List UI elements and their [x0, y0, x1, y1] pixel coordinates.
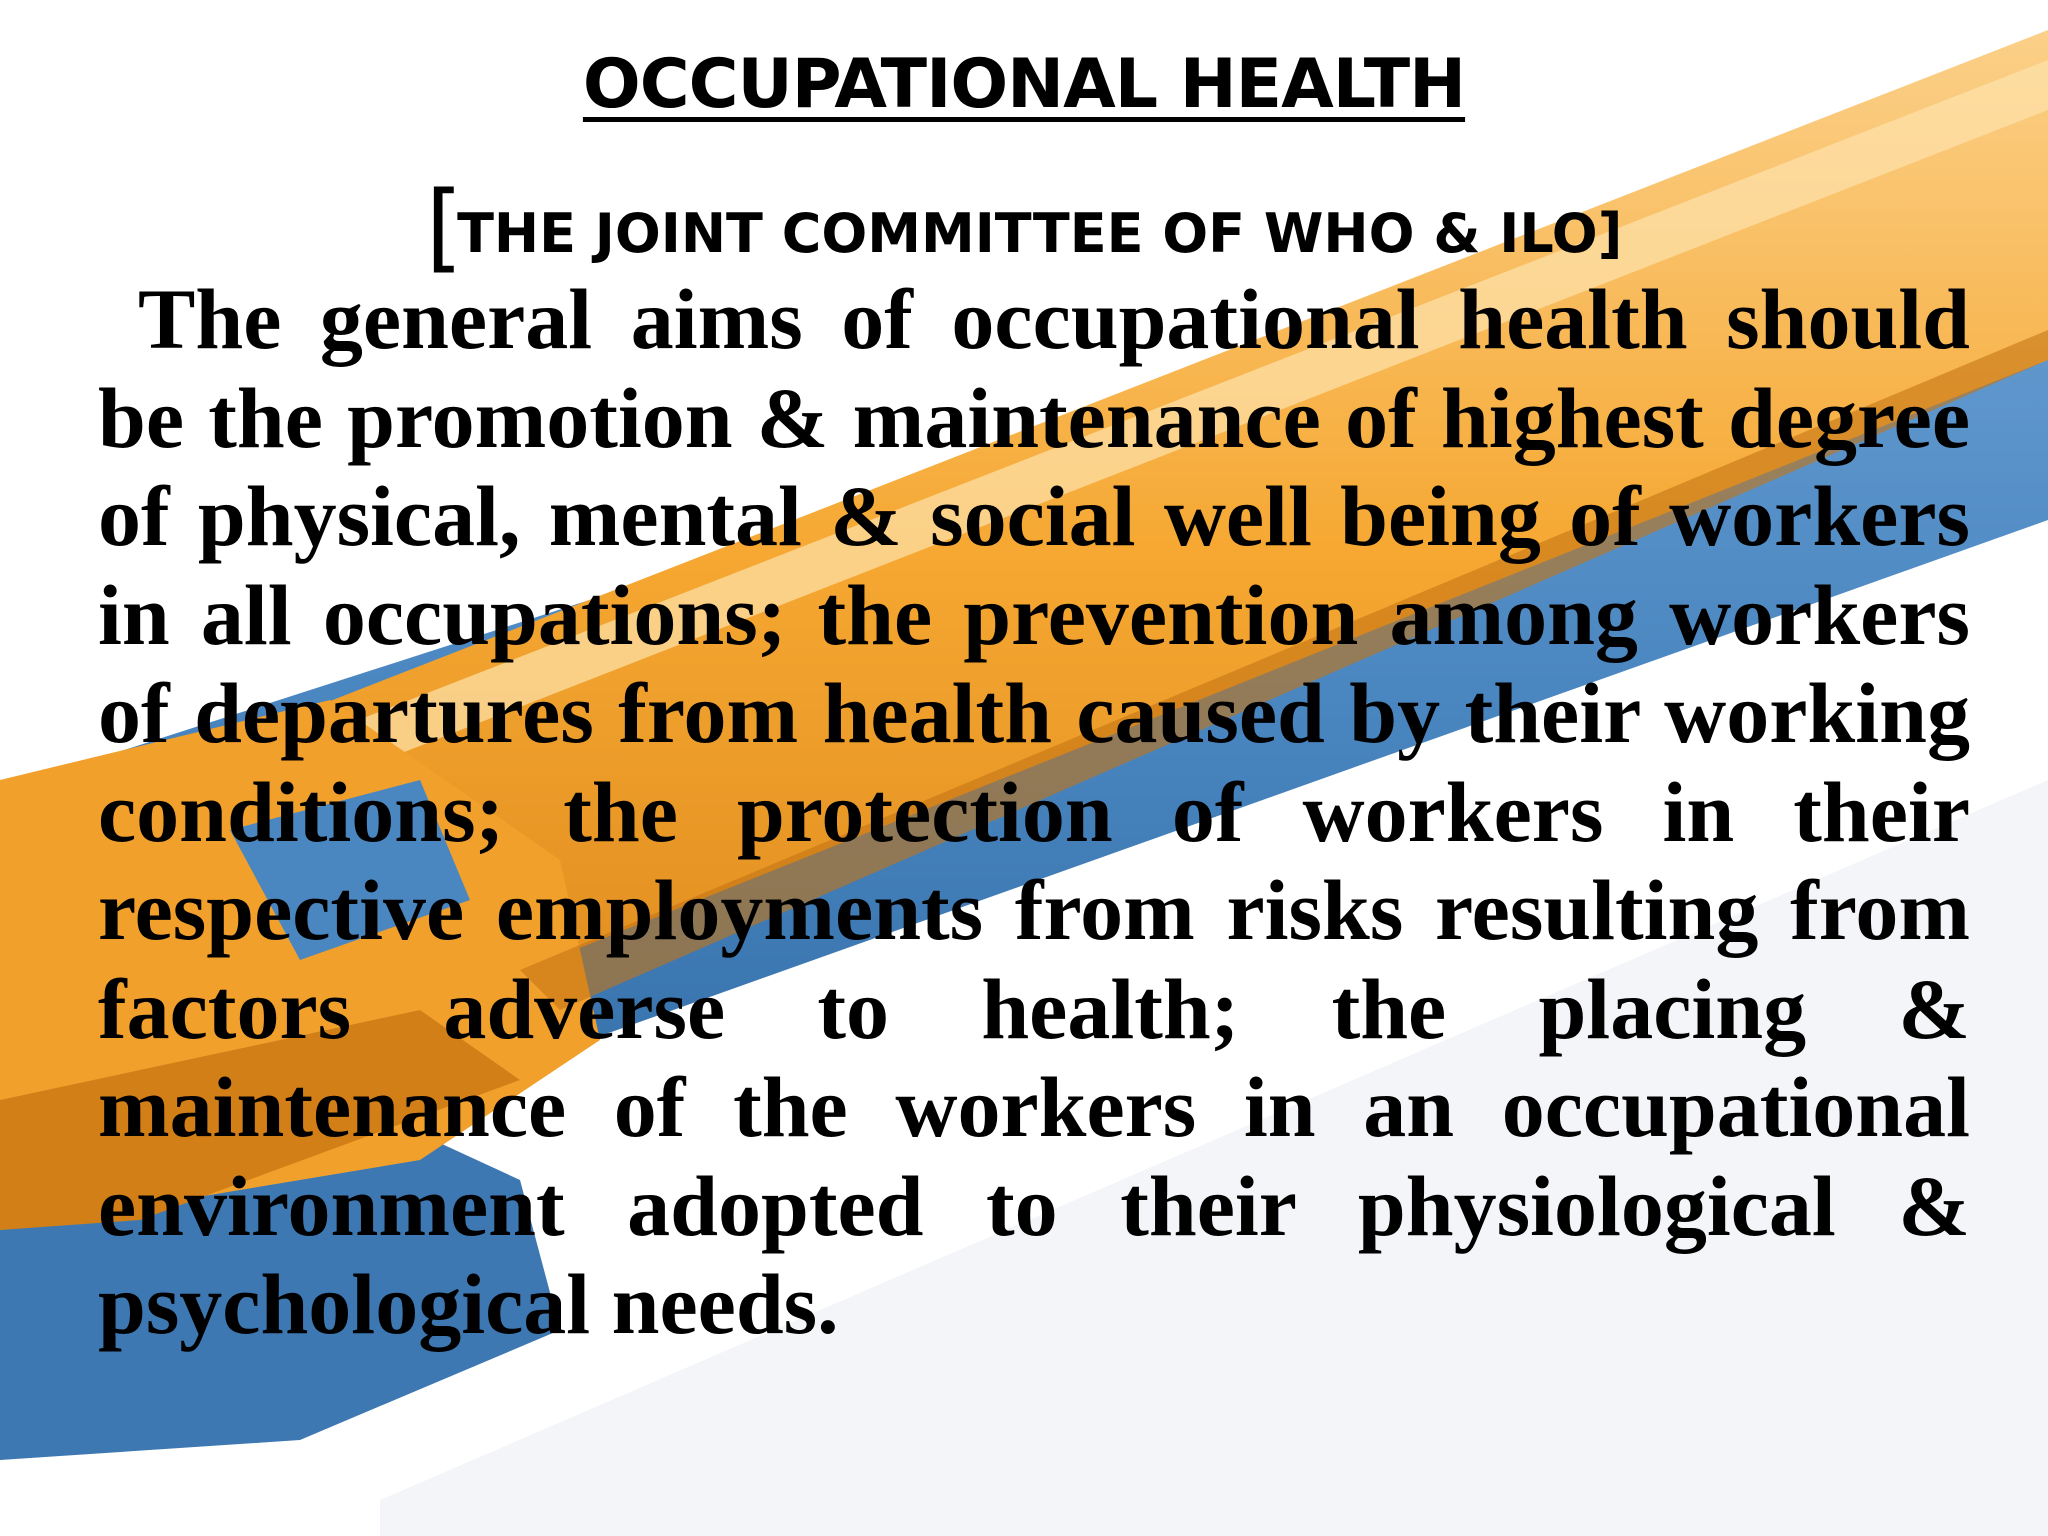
- body-paragraph: The general aims of occupational health should be the promotion & maintenance of highest degree of physical, mental & social well being of workers in all occupations; the prevention among workers of departures from health caused by their working conditions; the protection of workers in their respective employments from risks resulting from factors adverse to health; the placing & maintenance of the workers in an occupational environment adopted to their physiological & psychological needs.: [98, 271, 1970, 1352]
- subtitle-text: THE JOINT COMMITTEE OF WHO & ILO]: [457, 202, 1623, 265]
- subtitle-open-bracket: [: [425, 171, 464, 283]
- slide-subtitle: [0, 170, 2048, 285]
- slide-title: OCCUPATIONAL HEALTH: [582, 45, 1466, 124]
